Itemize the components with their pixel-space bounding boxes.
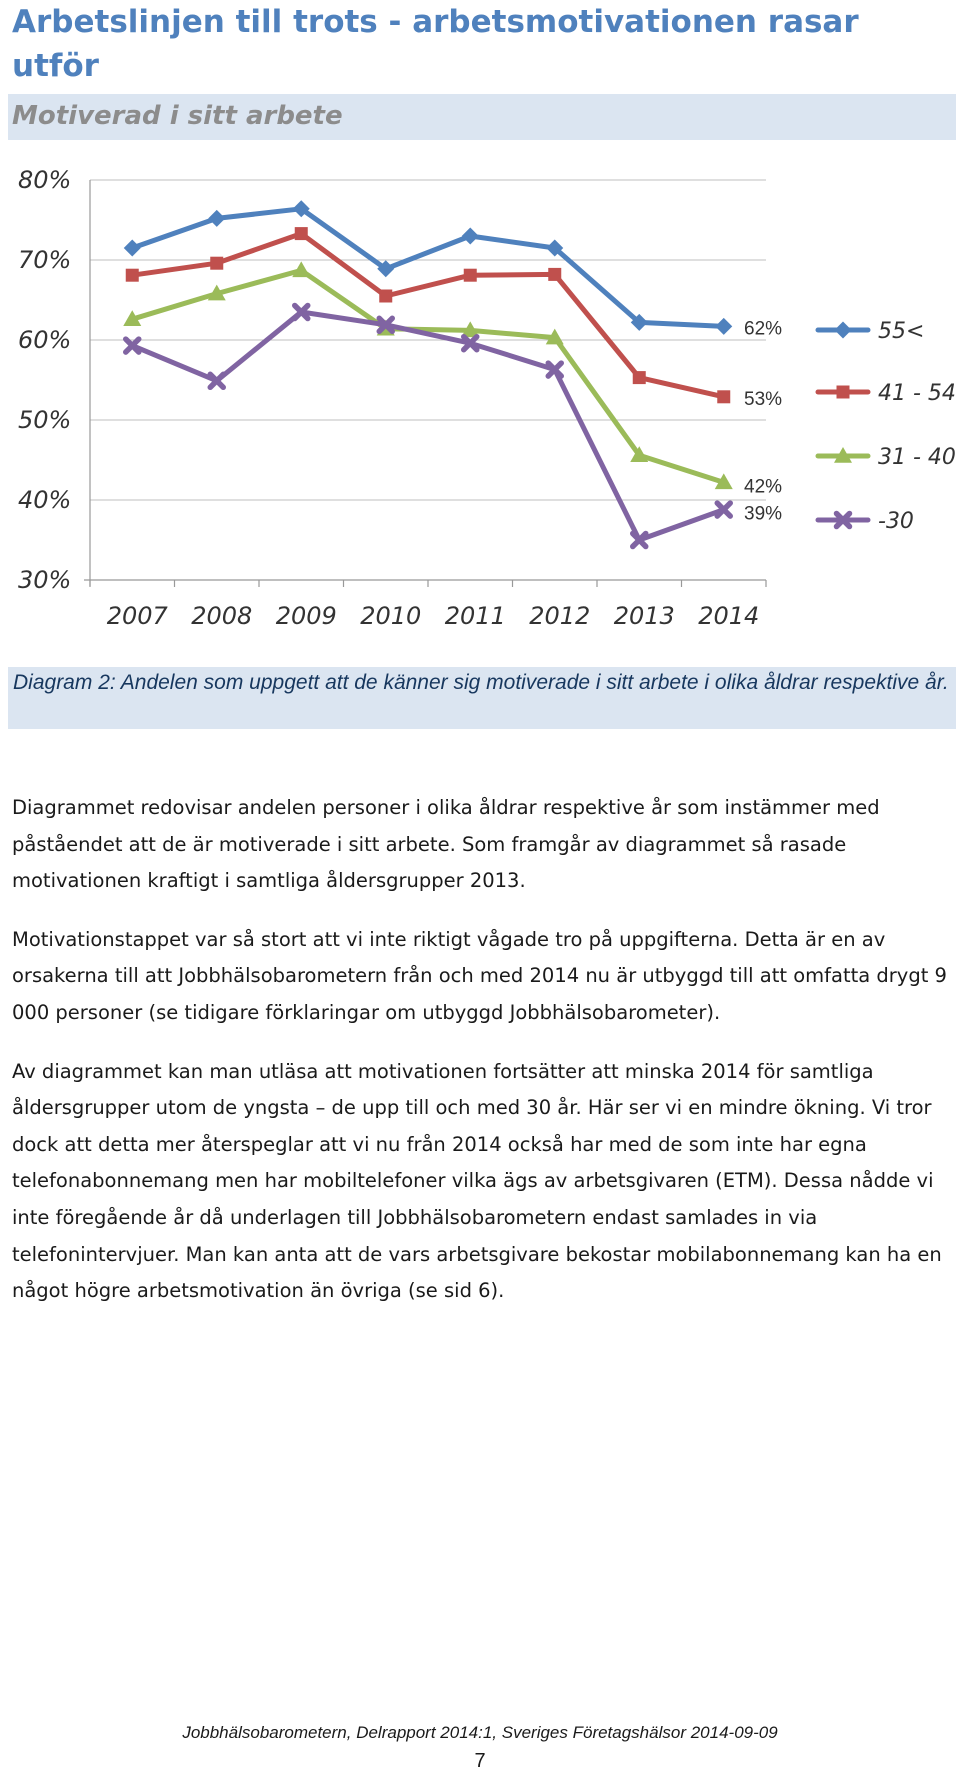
legend-label: 55< <box>878 319 925 344</box>
x-tick-label: 2007 <box>106 602 168 630</box>
data-point <box>715 318 732 335</box>
x-tick-label: 2012 <box>529 602 591 630</box>
data-point <box>295 227 308 240</box>
paragraph-1: Diagrammet redovisar andelen personer i olika åldrar respektive år som instämmer med påståendet att de är motiverade i sitt arbete. Som framgår av diagrammet så rasade motivationen kraftigt i samtliga åldersgrupper 2013. <box>12 796 880 893</box>
data-point <box>548 268 561 281</box>
chart-header-title: Motiverad i sitt arbete <box>12 101 343 131</box>
x-tick-label: 2013 <box>613 602 675 630</box>
data-point <box>464 269 477 282</box>
end-value-label: 39% <box>744 503 783 525</box>
y-tick-label: 40% <box>18 486 72 514</box>
page-number: 7 <box>474 1750 486 1772</box>
data-point <box>126 269 139 282</box>
series-line <box>132 312 724 540</box>
chart-end-labels <box>744 318 782 524</box>
data-point <box>835 322 852 339</box>
y-tick-label: 80% <box>18 166 72 194</box>
figure-caption: Diagram 2: Andelen som uppgett att de känner sig motiverade i sitt arbete i olika åldrar respektive år. <box>13 671 949 694</box>
data-point <box>210 257 223 270</box>
end-value-label: 53% <box>744 388 783 410</box>
figure-caption-band <box>8 667 956 729</box>
y-tick-label: 70% <box>18 246 72 274</box>
x-tick-label: 2008 <box>191 602 253 630</box>
legend-label: 31 - 40 <box>878 445 956 470</box>
y-tick-label: 50% <box>18 406 72 434</box>
chart-series <box>123 200 733 546</box>
chart-axes <box>18 166 766 630</box>
chart-legend <box>818 319 956 534</box>
chart-header-band <box>8 94 956 140</box>
paragraph-2: Motivationstappet var så stort att vi inte riktigt vågade tro på uppgifterna. Detta är en av orsakerna till att Jobbhälsobarometern från och med 2014 nu är utbyggd till att omfatta drygt 9 000 personer (se tidigare förklaringar om utbyggd Jobbhälsobarometer). <box>12 927 947 1024</box>
end-value-label: 62% <box>744 318 783 340</box>
page-footer: Jobbhälsobarometern, Delrapport 2014:1, Sveriges Företagshälsor 2014-09-09 <box>182 1723 778 1742</box>
body-text <box>12 790 956 1332</box>
data-point <box>292 261 310 277</box>
data-point <box>837 386 850 399</box>
page-title: Arbetslinjen till trots - arbetsmotivationen rasar utför <box>12 4 859 84</box>
data-point <box>462 228 479 245</box>
x-tick-label: 2014 <box>698 602 760 630</box>
legend-label: -30 <box>878 509 914 534</box>
end-value-label: 42% <box>744 476 783 498</box>
x-tick-label: 2011 <box>444 602 506 630</box>
data-point <box>124 240 141 257</box>
x-tick-label: 2010 <box>360 602 422 630</box>
motivation-line-chart <box>0 140 960 660</box>
y-tick-label: 30% <box>18 566 72 594</box>
data-point <box>633 371 646 384</box>
y-tick-label: 60% <box>18 326 72 354</box>
data-point <box>208 210 225 227</box>
data-point <box>379 290 392 303</box>
data-point <box>717 390 730 403</box>
legend-label: 41 - 54 <box>878 381 956 406</box>
x-tick-label: 2009 <box>275 602 337 630</box>
paragraph-3: Av diagrammet kan man utläsa att motivationen fortsätter att minska 2014 för samtliga åldersgrupper utom de yngsta – de upp till och med 30 år. Här ser vi en mindre ökning. Vi tror dock att detta mer återspeglar att vi nu från 2014 också har med de som inte har egna telefonabonnemang men har mobiltelefoner vilka ägs av arbetsgivaren (ETM). Dessa nådde vi inte föregående år då underlagen till Jobbhälsobarometern endast samlades in via telefonintervjuer. Man kan anta att de vars arbetsgivare bekostar mobilabonnemang kan ha en något högre arbetsmotivation än övriga (se sid 6). <box>12 1059 942 1303</box>
